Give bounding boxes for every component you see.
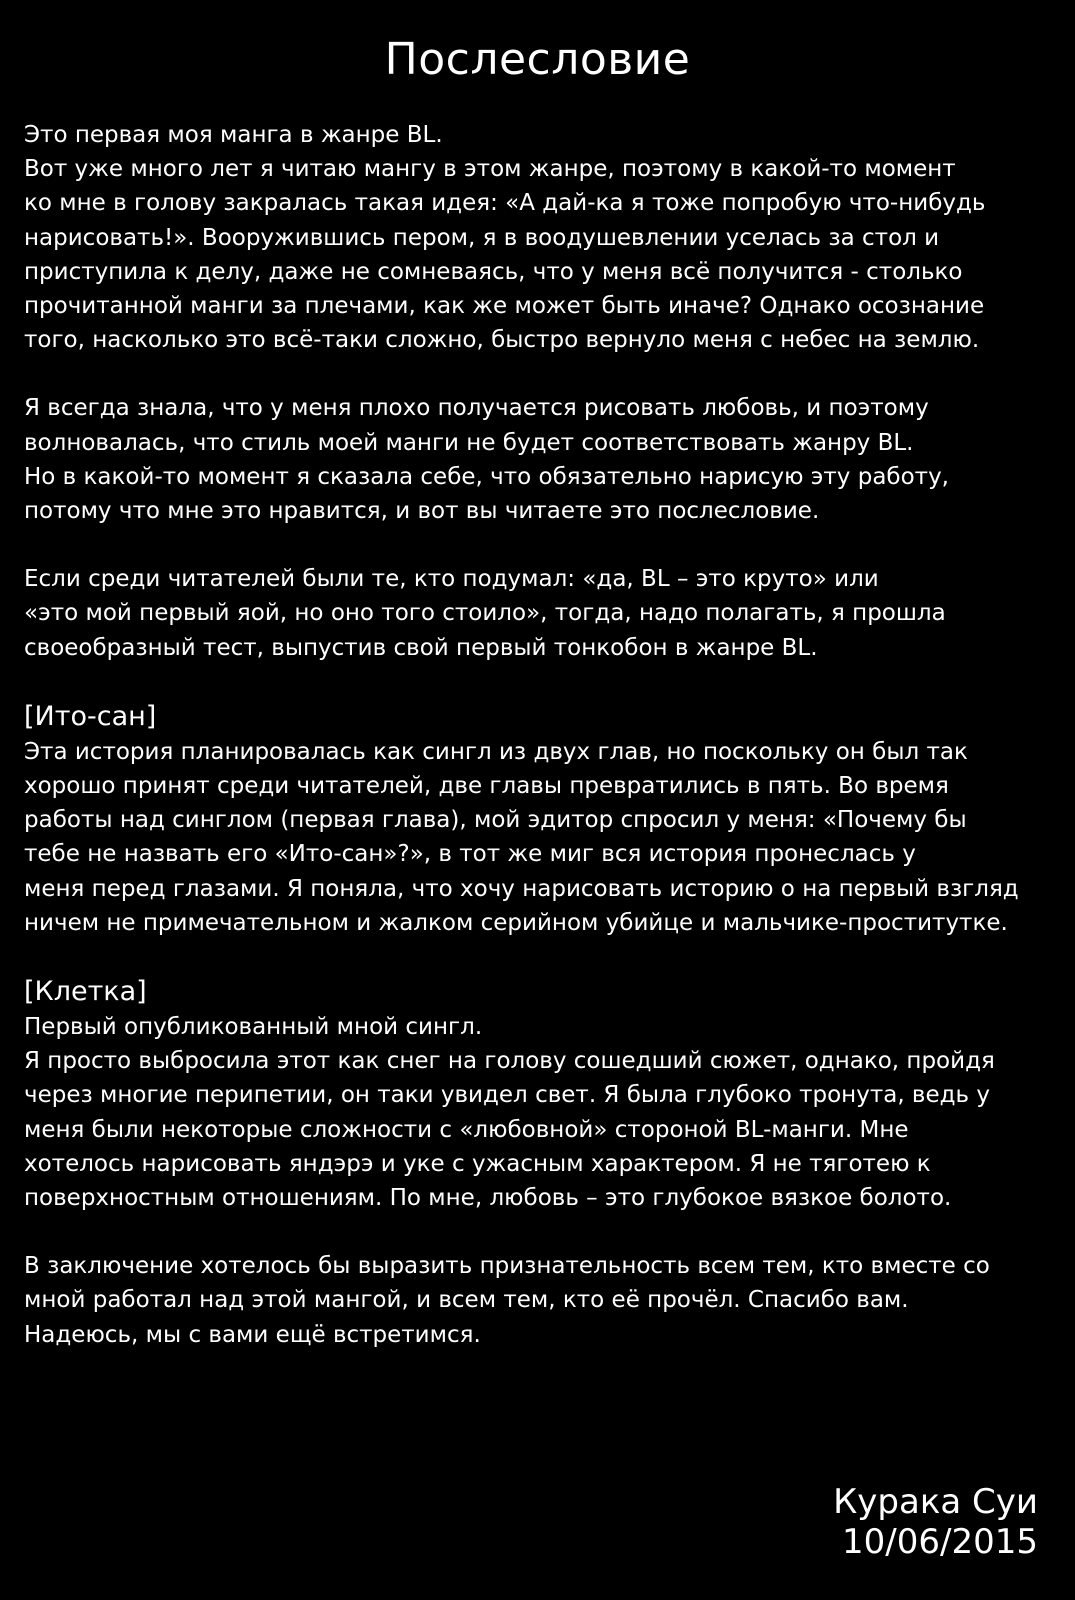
text-line: мной работал над этой мангой, и всем тем, кто её прочёл. Спасибо вам.: [24, 1287, 909, 1314]
afterword-body: [24, 118, 1054, 1352]
text-line: приступила к делу, даже не сомневаясь, что у меня всё получится - столько: [24, 258, 963, 285]
text-line: работы над синглом (первая глава), мой эдитор спросил у меня: «Почему бы: [24, 807, 967, 834]
section-heading-ito-san: [Ито-сан]: [24, 700, 157, 732]
text-line: меня были некоторые сложности с «любовной» стороной BL-манги. Мне: [24, 1116, 909, 1143]
text-line: того, насколько это всё-таки сложно, быстро вернуло меня с небес на землю.: [24, 327, 980, 354]
text-line: через многие перипетии, он таки увидел свет. Я была глубоко тронута, ведь у: [24, 1082, 991, 1109]
text-line: Вот уже много лет я читаю мангу в этом жанре, поэтому в какой-то момент: [24, 156, 956, 183]
intro-paragraph-3: [24, 562, 1054, 665]
closing-paragraph: [24, 1249, 1054, 1352]
author-name: Курака Суи: [833, 1482, 1038, 1522]
paragraph-gap: [24, 357, 1054, 391]
paragraph-gap: [24, 665, 1054, 699]
section-heading-cage: [Клетка]: [24, 976, 147, 1008]
text-line: Первый опубликованный мной сингл.: [24, 1014, 483, 1041]
text-line: Если среди читателей были те, кто подумал: «да, BL – это круто» или: [24, 566, 879, 593]
text-line: Эта история планировалась как сингл из двух глав, но поскольку он был так: [24, 738, 968, 765]
text-line: нарисовать!». Вооружившись пером, я в воодушевлении уселась за стол и: [24, 224, 940, 251]
text-line: Это первая моя манга в жанре BL.: [24, 122, 443, 148]
text-line: В заключение хотелось бы выразить признательность всем тем, кто вместе со: [24, 1253, 990, 1280]
section-ito-san-text: [24, 735, 1054, 940]
paragraph-gap: [24, 528, 1054, 562]
intro-paragraph-1: [24, 118, 1054, 357]
text-line: Я всегда знала, что у меня плохо получается рисовать любовь, и поэтому: [24, 395, 929, 422]
text-line: поверхностным отношениям. По мне, любовь – это глубокое вязкое болото.: [24, 1185, 952, 1212]
text-line: хорошо принят среди читателей, две главы превратились в пять. Во время: [24, 773, 949, 800]
text-line: «это мой первый яой, но оно того стоило», тогда, надо полагать, я прошла: [24, 600, 946, 627]
signature-block: [833, 1482, 1038, 1562]
text-line: прочитанной манги за плечами, как же может быть иначе? Однако осознание: [24, 293, 985, 320]
text-line: ничем не примечательном и жалком серийном убийце и мальчике-проститутке.: [24, 909, 1008, 936]
section-cage-text: [24, 1010, 1054, 1215]
paragraph-gap: [24, 1215, 1054, 1249]
signature-date: 10/06/2015: [842, 1522, 1038, 1562]
paragraph-gap: [24, 940, 1054, 974]
text-line: хотелось нарисовать яндэрэ и уке с ужасным характером. Я не тяготею к: [24, 1150, 931, 1177]
text-line: Я просто выбросила этот как снег на голову сошедший сюжет, однако, пройдя: [24, 1048, 995, 1075]
text-line: Но в какой-то момент я сказала себе, что обязательно нарисую эту работу,: [24, 463, 949, 490]
page-title: Послесловие: [384, 34, 691, 85]
intro-paragraph-2: [24, 391, 1054, 528]
text-line: своеобразный тест, выпустив свой первый тонкобон в жанре BL.: [24, 634, 818, 661]
text-line: Надеюсь, мы с вами ещё встретимся.: [24, 1321, 481, 1348]
text-line: волновалась, что стиль моей манги не будет соответствовать жанру BL.: [24, 429, 914, 456]
text-line: потому что мне это нравится, и вот вы читаете это послесловие.: [24, 498, 820, 525]
text-line: меня перед глазами. Я поняла, что хочу нарисовать историю о на первый взгляд: [24, 875, 1019, 902]
text-line: ко мне в голову закралась такая идея: «А дай-ка я тоже попробую что-нибудь: [24, 190, 986, 217]
text-line: тебе не назвать его «Ито-сан»?», в тот же миг вся история пронеслась у: [24, 841, 916, 868]
